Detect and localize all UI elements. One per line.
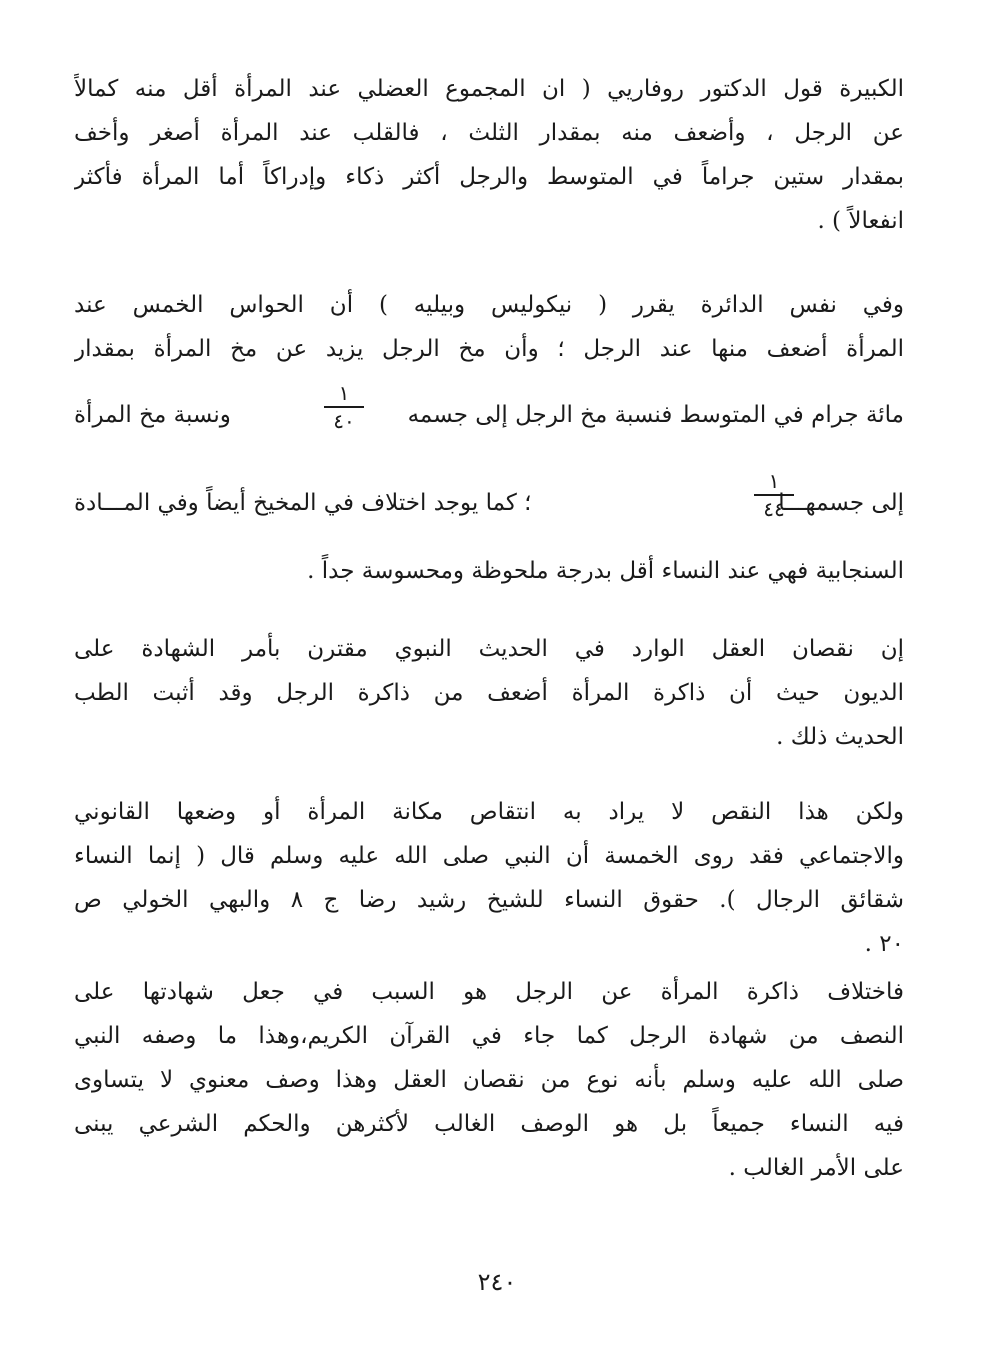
fraction-line-right-text: مائة جرام في المتوسط فنسبة مخ الرجل إلى جسمه (407, 402, 904, 428)
fraction-numerator: ١ (324, 382, 364, 408)
fraction-line-left-text: ونسبة مخ المرأة (74, 402, 231, 428)
paragraph-line: عن الرجل ، وأضعف منه بمقدار الثلث ، فالقلب عند المرأة أصغر وأخف (74, 120, 904, 146)
paragraph-line: الكبيرة قول الدكتور روفاريي ( ان المجموع العضلي عند المرأة أقل منه كمالاً (74, 76, 904, 102)
paragraph-line: والاجتماعي فقد روى الخمسة أن النبي صلى الله عليه وسلم قال ( إنما النساء (74, 843, 904, 869)
fraction-line-1 (74, 380, 904, 450)
fraction-denominator: ٤٤ (763, 497, 785, 521)
paragraph-line: صلى الله عليه وسلم بأنه نوع من نقصان العقل وهذا وصف معنوي لا يتساوى (74, 1067, 904, 1093)
paragraph-line: شقائق الرجال ). حقوق النساء للشيخ رشيد رضا ج ٨ والبهي الخولي ص (74, 887, 904, 913)
paragraph-line: إن نقصان العقل الوارد في الحديث النبوي مقترن بأمر الشهادة على (74, 636, 904, 662)
paragraph-line: ٢٠ . (864, 931, 904, 957)
paragraph-1 (74, 67, 904, 243)
paragraph-line: على الأمر الغالب . (728, 1155, 904, 1181)
paragraph-line: الحديث ذلك . (776, 724, 904, 750)
fraction-line-2 (74, 468, 904, 538)
paragraph-2-closing (74, 549, 904, 593)
page-number: ٢٤٠ (477, 1268, 517, 1296)
paragraph-3 (74, 627, 904, 759)
paragraph-line: فيه النساء جميعاً بل هو الوصف الغالب لأكثرهن والحكم الشرعي يبنى (74, 1111, 904, 1137)
fraction-denominator: ٤٠ (333, 409, 355, 433)
paragraph-line: السنجابية فهي عند النساء أقل بدرجة ملحوظة ومحسوسة جداً . (307, 558, 904, 584)
paragraph-line: ولكن هذا النقص لا يراد به انتقاص مكانة المرأة أو وضعها القانوني (74, 799, 904, 825)
paragraph-5 (74, 970, 904, 1190)
paragraph-line: بمقدار ستين جراماً في المتوسط والرجل أكثر ذكاء وإدراكاً أما المرأة فأكثر (74, 164, 904, 190)
paragraph-4 (74, 790, 904, 966)
fraction-1-40 (324, 382, 364, 432)
paragraph-line: وفي نفس الدائرة يقرر ( نيكوليس وبيليه ) أن الحواس الخمس عند (74, 292, 904, 318)
paragraph-line: انفعالاً ) . (817, 208, 904, 234)
paragraph-line: النصف من شهادة الرجل كما جاء في القرآن الكريم،وهذا ما وصفه النبي (74, 1023, 904, 1049)
fraction-line-left-text: ؛ كما يوجد اختلاف في المخيخ أيضاً وفي المـــادة (74, 490, 532, 516)
fraction-numerator: ١ (754, 470, 794, 496)
fraction-1-44 (754, 470, 794, 520)
paragraph-line: المرأة أضعف منها عند الرجل ؛ وأن مخ الرجل يزيد عن مخ المرأة بمقدار (74, 336, 904, 362)
fraction-line-right-text: إلى جسمهـــا (778, 490, 904, 516)
paragraph-line: فاختلاف ذاكرة المرأة عن الرجل هو السبب في جعل شهادتها على (74, 979, 904, 1005)
paragraph-line: الديون حيث أن ذاكرة المرأة أضعف من ذاكرة الرجل وقد أثبت الطب (74, 680, 904, 706)
paragraph-2 (74, 283, 904, 371)
